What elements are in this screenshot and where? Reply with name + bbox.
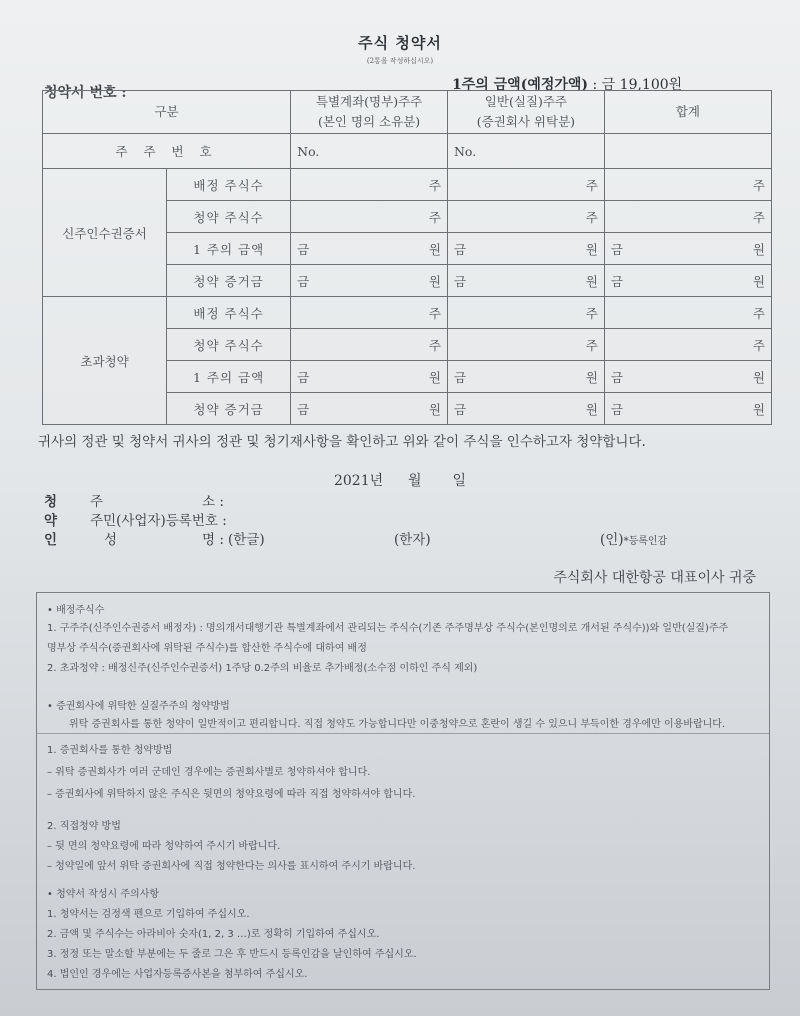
excess-subscribed-total-field[interactable]: 주 [604, 329, 771, 361]
caution-line1: 1. 청약서는 검정색 펜으로 기입하여 주십시오. [47, 909, 250, 920]
via-broker-line2: – 증권회사에 위탁하지 않은 주식은 뒷면의 청약요령에 따라 직접 청약하셔야 합니다. [47, 789, 416, 800]
amount-prefix: 금 [453, 401, 467, 417]
direct-line2: – 청약일에 앞서 위탁 증권회사에 직접 청약한다는 의사를 표시하여 주시기 바랍니다. [47, 861, 416, 872]
subscribed-shares-total-field[interactable]: 주 [604, 201, 771, 233]
header-special-account [291, 91, 448, 134]
row-label: 청약 주식수 [167, 201, 291, 233]
allotted-shares-special-field[interactable]: 주 [291, 169, 448, 201]
amount-unit: 원 [752, 241, 765, 257]
amount-unit: 원 [428, 273, 441, 289]
subscribed-shares-general-field[interactable]: 주 [447, 201, 604, 233]
date-line [0, 470, 800, 490]
deposit-general-field[interactable] [447, 265, 604, 297]
shareholder-number-total-field[interactable] [604, 134, 771, 169]
header-general-line1: 일반(실질)주주 [484, 94, 568, 109]
shareholder-number-special-field[interactable]: No. [291, 134, 448, 169]
excess-unit-amount-general-field[interactable] [447, 361, 604, 393]
amount-unit: 원 [585, 273, 598, 289]
excess-unit-amount-special-field[interactable] [291, 361, 448, 393]
form-number-label: 청약서 번호 : [44, 85, 127, 101]
amount-prefix: 금 [297, 273, 310, 289]
table-header-row [43, 91, 772, 134]
excess-subscribed-special-field[interactable]: 주 [291, 329, 448, 361]
subscribed-shares-special-field[interactable]: 주 [291, 201, 448, 233]
applicant-label: 청약인 [44, 494, 58, 548]
form-title: 주식 청약서 [358, 34, 442, 52]
row-label: 1 주의 금액 [167, 361, 291, 393]
excess-allotted-total-field[interactable]: 주 [604, 297, 771, 329]
shareholder-number-general-field[interactable]: No. [447, 134, 604, 169]
row-label: 청약 증거금 [167, 265, 291, 297]
excess-deposit-total-field[interactable] [604, 393, 771, 425]
allocation-line1: 1. 구주주(신주인수권증서 배정자) : 명의개서대행기관 특별계좌에서 관리되는 주식수(기존 주주명부상 주식수(본인명의로 개서된 주식수))와 일반(실질)주주 [47, 623, 729, 634]
caution-line2: 2. 금액 및 주식수는 아라비아 숫자(1, 2, 3 …)로 정확히 기입하여 주십시오. [47, 929, 380, 940]
amount-prefix: 금 [610, 401, 623, 417]
group-label-rights: 신주인수권증서 [43, 169, 167, 297]
amount-unit: 원 [752, 369, 765, 385]
direct-title: 2. 직접청약 방법 [47, 821, 121, 832]
excess-deposit-special-field[interactable] [291, 393, 448, 425]
row-label: 1 주의 금액 [167, 233, 291, 265]
caution-title: • 청약서 작성시 주의사항 [47, 889, 160, 900]
caution-line3: 3. 정정 또는 말소할 부분에는 두 줄로 그은 후 반드시 등록인감을 날인하여 주십시오. [47, 949, 417, 960]
unit-price-label: 1주의 금액(예정가액) [452, 77, 589, 93]
amount-unit: 원 [585, 401, 598, 417]
seal-label: (인) [600, 532, 624, 548]
excess-unit-amount-total-field[interactable] [604, 361, 771, 393]
excess-allotted-special-field[interactable]: 주 [291, 297, 448, 329]
amount-unit: 원 [585, 369, 598, 385]
amount-unit: 원 [428, 401, 441, 417]
amount-unit: 원 [428, 241, 441, 257]
shareholder-number-label: 주 주 번 호 [43, 134, 291, 169]
allocation-line2: 명부상 주식수(증권회사에 위탁된 주식수)를 합산한 주식수에 대하여 배정 [47, 643, 367, 654]
amount-prefix: 금 [610, 241, 623, 257]
allotted-shares-general-field[interactable]: 주 [447, 169, 604, 201]
unit-price-value: : 금 19,100원 [592, 77, 683, 93]
table-row [43, 169, 772, 201]
table-row [43, 297, 772, 329]
allocation-title: • 배정주식수 [47, 605, 105, 616]
method-desc: 위탁 증권회사를 통한 청약이 일반적이고 편리합니다. 직접 청약도 가능합니다만 이중청약으로 혼란이 생길 수 있으니 부득이한 경우에만 이용바랍니다. [69, 719, 726, 730]
amount-prefix: 금 [297, 369, 310, 385]
excess-subscribed-general-field[interactable]: 주 [447, 329, 604, 361]
header-special-line2: (본인 명의 소유분) [317, 114, 421, 129]
allocation-line3: 2. 초과청약 : 배정신주(신주인수권증서) 1주당 0.2주의 비율로 추가배정(소수점 이하인 주식 제외) [47, 663, 478, 674]
date-month[interactable]: 월 [408, 473, 422, 489]
caution-line4: 4. 법인인 경우에는 사업자등록증사본을 첨부하여 주십시오. [47, 969, 308, 980]
name-hangul-field[interactable]: (한글) [228, 532, 265, 548]
seal-field[interactable] [600, 531, 667, 551]
notes-box [36, 592, 770, 990]
unit-amount-general-field[interactable] [447, 233, 604, 265]
method-title: • 증권회사에 위탁한 실질주주의 청약방법 [47, 701, 230, 712]
amount-prefix: 금 [610, 273, 623, 289]
date-day[interactable]: 일 [452, 473, 467, 489]
amount-prefix: 금 [610, 369, 623, 385]
unit-amount-total-field[interactable] [604, 233, 771, 265]
form-subtitle: (2통을 작성하십시오) [366, 57, 434, 65]
name-hanja-field[interactable]: (한자) [394, 532, 431, 548]
row-label: 배정 주식수 [167, 297, 291, 329]
amount-unit: 원 [585, 241, 598, 257]
deposit-special-field[interactable] [291, 265, 448, 297]
header-category: 구분 [43, 91, 291, 134]
via-broker-title: 1. 증권회사를 통한 청약방법 [47, 745, 173, 756]
name-label-1: 성 [104, 532, 118, 548]
deposit-total-field[interactable] [604, 265, 771, 297]
amount-unit: 원 [752, 273, 765, 289]
date-year: 2021년 [333, 473, 384, 489]
direct-line1: – 뒷 면의 청약요령에 따라 청약하여 주시기 바랍니다. [47, 841, 281, 852]
subscription-table [42, 90, 772, 425]
excess-deposit-general-field[interactable] [447, 393, 604, 425]
amount-prefix: 금 [453, 369, 467, 385]
header-special-line1: 특별계좌(명부)주주 [315, 94, 423, 109]
amount-unit: 원 [752, 401, 765, 417]
row-label: 청약 증거금 [167, 393, 291, 425]
amount-prefix: 금 [297, 401, 310, 417]
header-general-line2: (증권회사 위탁분) [476, 114, 576, 129]
row-label: 배정 주식수 [167, 169, 291, 201]
via-broker-line1: – 위탁 증권회사가 여러 군데인 경우에는 증권회사별로 청약하셔야 합니다. [47, 767, 371, 778]
header-general [447, 91, 604, 134]
address-label-1: 주 [90, 494, 104, 510]
amount-prefix: 금 [453, 273, 467, 289]
name-label-2: 명 : [202, 532, 224, 548]
divider [37, 733, 769, 734]
header-total: 합계 [604, 91, 771, 134]
amount-unit: 원 [428, 369, 441, 385]
amount-prefix: 금 [297, 241, 310, 257]
registration-number-label[interactable]: 주민(사업자)등록번호 : [90, 513, 227, 529]
shareholder-number-row [43, 134, 772, 169]
allotted-shares-total-field[interactable]: 주 [604, 169, 771, 201]
group-label-excess: 초과청약 [43, 297, 167, 425]
unit-amount-special-field[interactable] [291, 233, 448, 265]
recipient-line: 주식회사 대한항공 대표이사 귀중 [553, 570, 756, 586]
seal-note: *등록인감 [623, 536, 668, 547]
amount-prefix: 금 [453, 241, 467, 257]
address-label-2[interactable]: 소 : [202, 494, 224, 510]
excess-allotted-general-field[interactable]: 주 [447, 297, 604, 329]
subscription-statement: 귀사의 정관 및 청약서 귀사의 정관 및 청기재사항을 확인하고 위와 같이 주식을 인수하고자 청약합니다. [38, 434, 646, 450]
row-label: 청약 주식수 [167, 329, 291, 361]
